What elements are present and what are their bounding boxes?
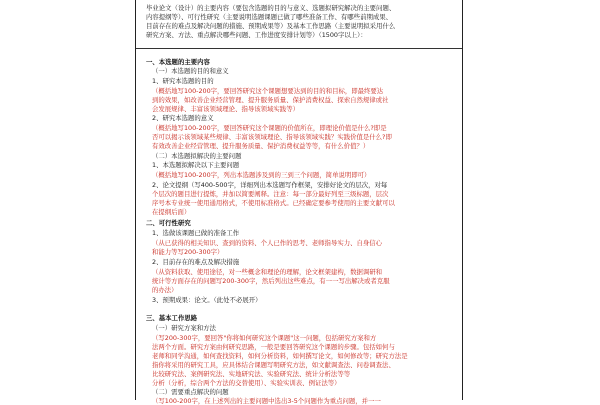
document-line: 2、论文提纲（写400-500字，详细列出本选题写作框架，安排好论文的层次，对每 [152,181,388,189]
document-line: 在提纲后面） [152,208,191,216]
document-line: 个层次的题目进行提炼，并加以简要阐释。注意：每一部分最好列至三级标题，层次 [152,190,389,198]
instruction-box [136,0,462,49]
document-line: 三、基本工作思路 [146,314,198,322]
document-line: 一、本选题的主要内容 [146,58,210,66]
document-line: （二）本选题拟解决的主要问题 [152,152,242,160]
document-line: （二）需要重点解决的问题 [152,388,229,396]
document-line: （一）本选题的目的和意义 [152,67,229,75]
document-line: （写100-200字，在上述列出的主要问题中选出3-5个问题作为重点问题，并一一 [152,397,381,405]
document-line: （从资料获取、使用途径，对一些概念和理论的理解，论文框架建构，数据调研和 [152,268,383,276]
instruction-line-4: 研究方案、方法、重点解决哪些问题、工作进度安排计划等）（1500字以上）： [146,31,367,39]
document-page [135,0,463,405]
document-line: 1、本选题拟解决以下主要问题 [152,161,240,169]
document-line: （写200-300字，要回答"你将如何研究这个课题"这一问题，包括研究方案和方 [152,334,377,342]
document-line: 否可以揭示该领域某些规律、丰富该领域理论、指导该领域实践？实践价值是什么?即 [152,133,392,141]
document-line: 3、预期成果：论文。（此处不必展开） [152,296,262,304]
document-line: 指你将采用的研究工具，应具体结合课题写明研究方法，如文献调查法、问卷调查法、 [152,361,395,369]
document-line: （一）研究方案和方法 [152,324,216,332]
document-line: 1、选做该课题已做的准备工作 [152,229,240,237]
document-line: 序号本专业统一使用通用格式，不使用标准格式。已经确定要参考使用的主要文献可以 [152,199,395,207]
document-line: （概括地写100-200字，列出本选题涉及到的三到三个问题，简单说明即可） [152,171,371,179]
instruction-line-2: 内容提纲等）、可行性研究（主要说明选题课题已做了哪些准备工作、有哪些前期成果、 [146,13,393,21]
document-line: 比较研究法、案例研究法、实地研究法、实验研究法、统计分析法等等 [152,370,351,378]
document-line: 1、研究本选题的目的 [152,77,214,85]
document-line: （概括地写100-200字，要回答研究这个课题的价值所在，即理论价值是什么?即是 [152,124,387,132]
document-line: 会发展规律、丰富该领域理论、指导该领域实践等） [152,105,299,113]
document-line: 的办法） [152,286,178,294]
document-line: （概括地写100-200字，要回答研究这个课题想要达到的目的和目标，即最终要达 [152,87,384,95]
document-line: 到的效果，如改善企业经营管理、提升服务质量、保护消费权益、探索自然规律或社 [152,96,389,104]
document-line: 2、目前存在的难点及解决措施 [152,258,240,266]
document-line: 统计等方面存在的问题写200-300字，然后列出这些难点，有一一写出解决或者克服 [152,277,390,285]
document-line: 分析（分析，综合两个方法的交替使用）、实验实训表、例证法等） [152,379,341,387]
instruction-line-3: 目前存在的难点及解决问题的措施、预期成果等）及基本工作思路（主要说明拟采用什么 [146,22,396,30]
document-line: （从已获得的相关知识、查到的资料、个人已作的思考、老师指导实力、自身信心 [152,239,383,247]
instruction-line-1: 毕业论文（设计）的主要内容（要包含选题的目的与意义、选题拟研究解决的主要问题、 [146,4,396,12]
document-line: 2、研究本选题的意义 [152,114,214,122]
document-line: 老师和同学沟通，如何查找资料，如何分析资料，如何撰写论文，如何修改等；研究方法是 [152,352,408,360]
document-line: 有效改善企业经营管理、提升服务质量、保护消费权益等等，有什么价值？） [152,142,370,150]
document-line: 和能力等写200-300字） [152,248,224,256]
document-line: 法两个方面。研究方案由何研究思路，一般是要回答研究这个课题的步骤。包括如何与 [152,343,395,351]
document-line: 二、可行性研究 [146,219,191,227]
